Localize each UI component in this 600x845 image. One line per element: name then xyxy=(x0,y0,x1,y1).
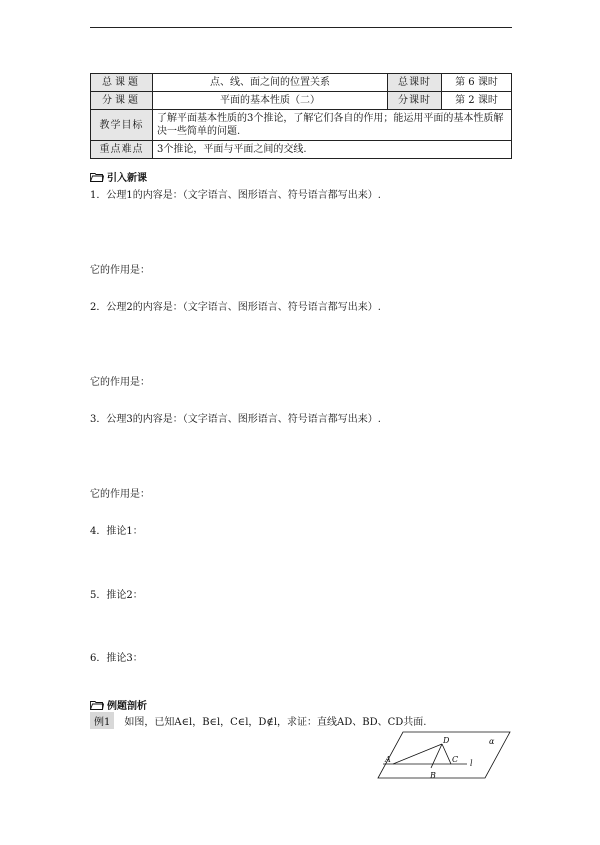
header-rule xyxy=(90,27,512,28)
label-B: B xyxy=(430,771,436,780)
question-3: 3．公理3的内容是：（文字语言、图形语言、符号语言都写出来）. xyxy=(90,414,381,425)
section-examples-title: 例题剖析 xyxy=(107,701,147,712)
segment-AD xyxy=(393,744,442,764)
key-points-value: 3个推论，平面与平面之间的交线. xyxy=(153,141,512,159)
label-D: D xyxy=(443,736,450,745)
question-3-use: 它的作用是： xyxy=(90,489,150,500)
folder-icon xyxy=(90,700,104,710)
label-objectives: 教学目标 xyxy=(91,110,153,141)
total-topic-value: 点、线、面之间的位置关系 xyxy=(153,74,388,92)
sub-hours-value: 第 2 课时 xyxy=(442,92,512,110)
table-row xyxy=(91,141,512,159)
example-1 xyxy=(90,712,426,729)
plane-figure xyxy=(375,730,515,786)
label-sub-hours: 分课时 xyxy=(388,92,442,110)
segment-CD xyxy=(442,744,451,764)
objectives-value: 了解平面基本性质的3个推论，了解它们各自的作用；能运用平面的基本性质解决一些简单的问题. xyxy=(153,110,512,141)
section-examples xyxy=(90,697,147,712)
total-hours-value: 第 6 课时 xyxy=(442,74,512,92)
label-alpha: α xyxy=(489,737,495,746)
label-A: A xyxy=(385,755,391,764)
label-l: l xyxy=(470,759,473,768)
section-intro xyxy=(90,169,147,184)
question-1: 1．公理1的内容是：（文字语言、图形语言、符号语言都写出来）. xyxy=(90,190,381,201)
table-row xyxy=(91,92,512,110)
question-2-use: 它的作用是： xyxy=(90,377,150,388)
label-C: C xyxy=(452,755,459,764)
label-sub-topic: 分课题 xyxy=(91,92,153,110)
label-total-hours: 总课时 xyxy=(388,74,442,92)
sub-topic-value: 平面的基本性质（二） xyxy=(153,92,388,110)
lesson-info-table xyxy=(90,73,512,159)
section-intro-title: 引入新课 xyxy=(107,173,147,184)
question-2: 2．公理2的内容是：（文字语言、图形语言、符号语言都写出来）. xyxy=(90,302,381,313)
label-total-topic: 总课题 xyxy=(91,74,153,92)
question-5: 5．推论2： xyxy=(90,590,143,601)
example-1-label: 例1 xyxy=(90,712,114,729)
question-1-use: 它的作用是： xyxy=(90,265,150,276)
example-1-text: 如图，已知A∈l，B∈l，C∈l，D∉l，求证：直线AD、BD、CD共面. xyxy=(124,717,427,728)
table-row xyxy=(91,110,512,141)
table-row xyxy=(91,74,512,92)
question-4: 4．推论1： xyxy=(90,526,143,537)
question-6: 6．推论3： xyxy=(90,653,143,664)
label-key-points: 重点难点 xyxy=(91,141,153,159)
folder-icon xyxy=(90,172,104,182)
